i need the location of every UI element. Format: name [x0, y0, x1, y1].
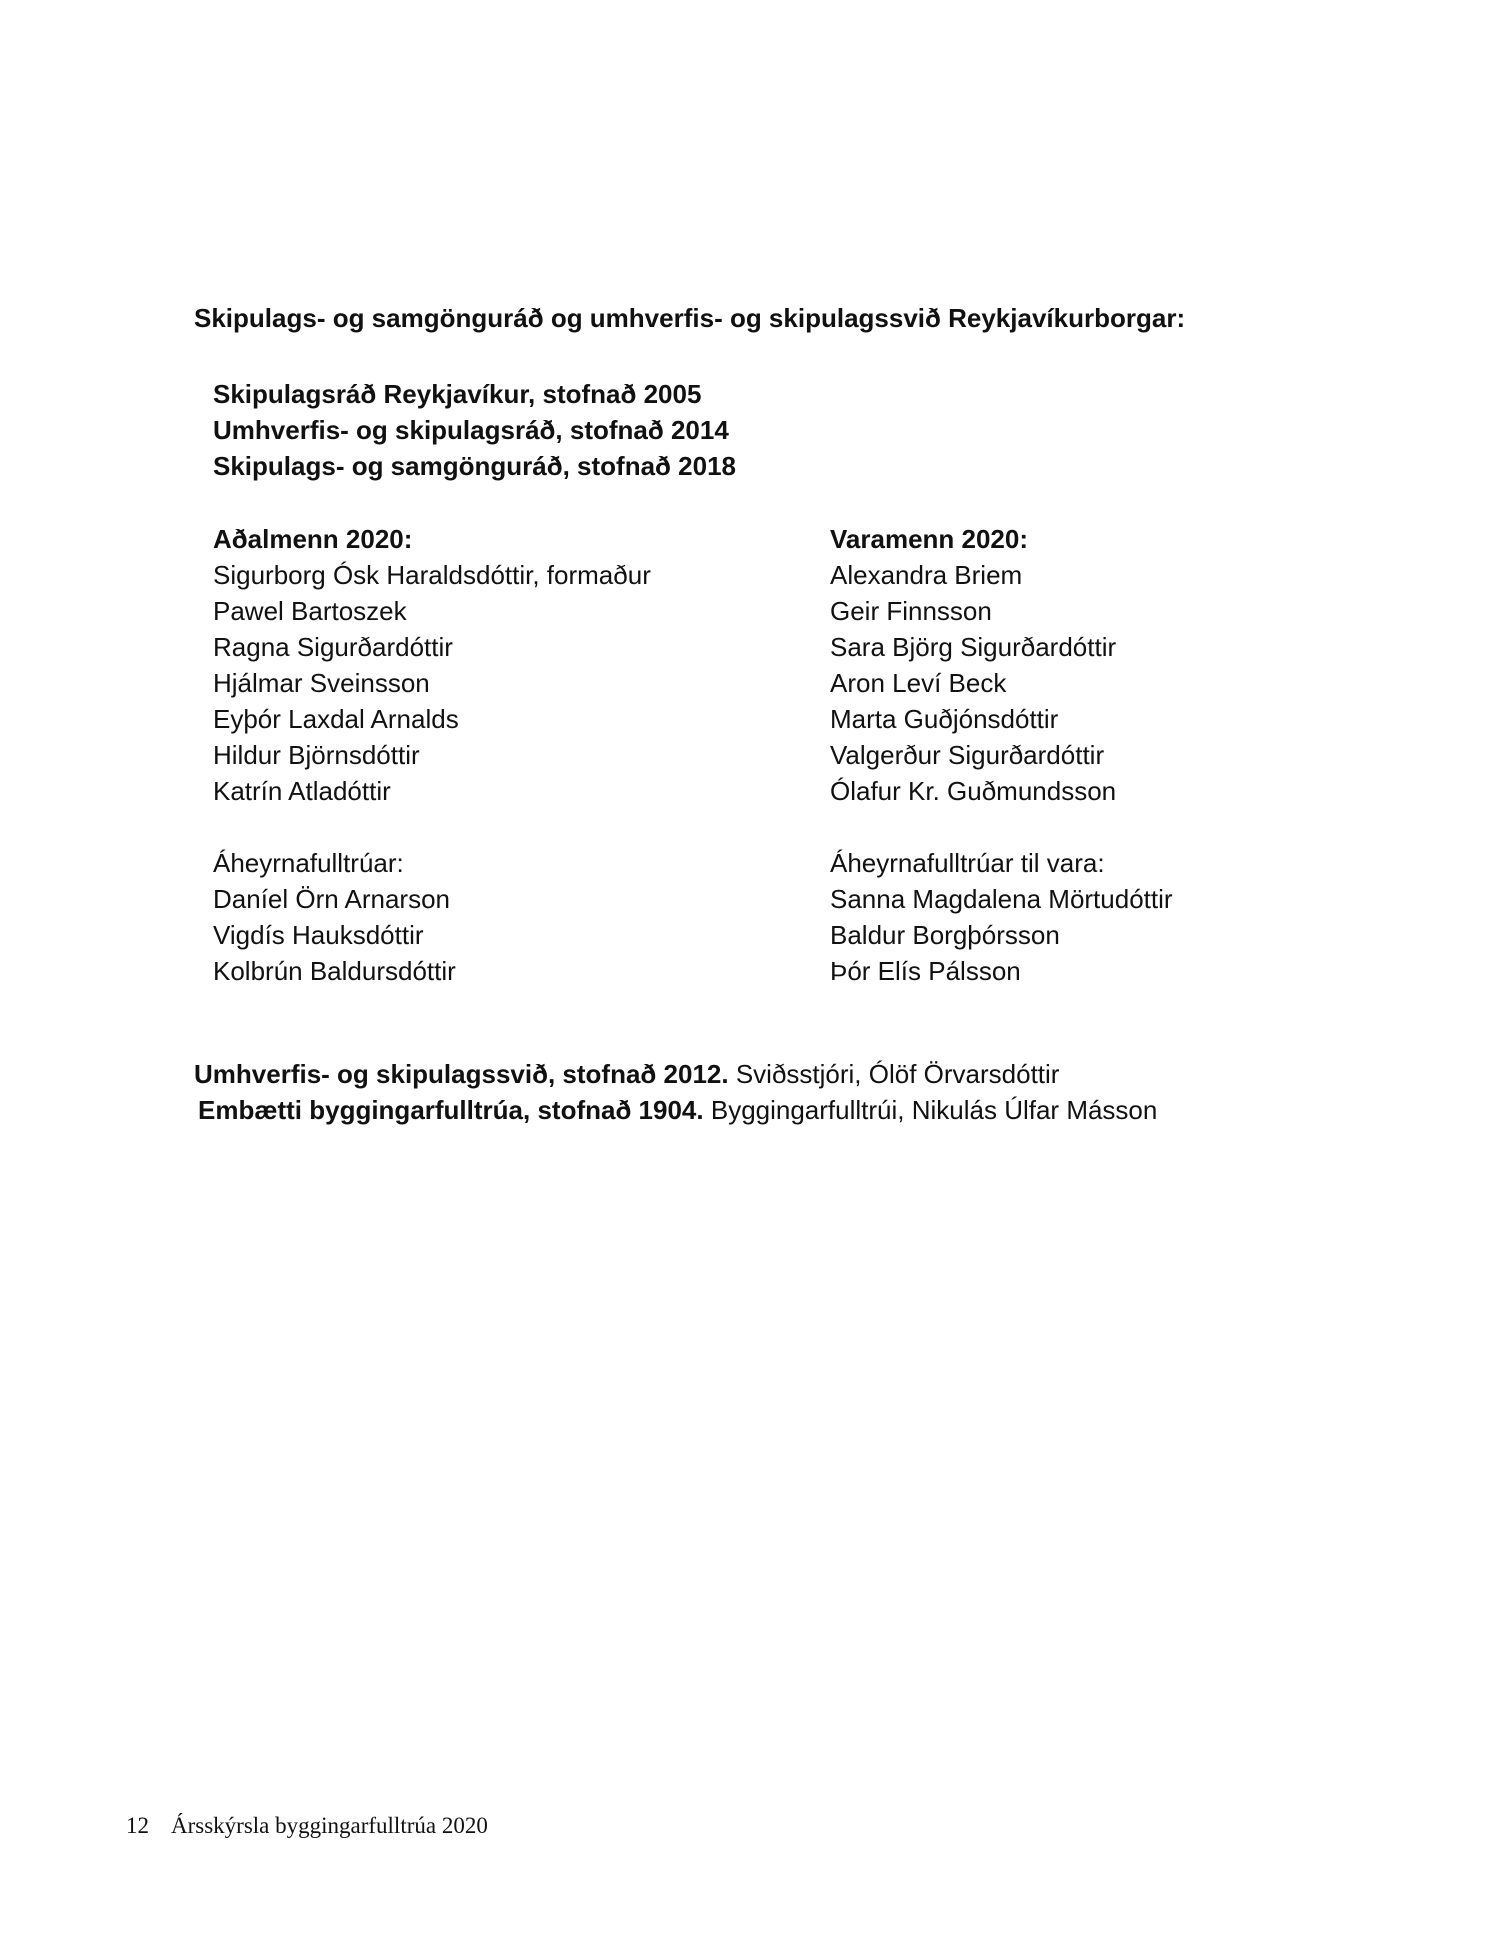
varamenn-column	[830, 521, 1173, 989]
member-name: Ragna Sigurðardóttir	[213, 632, 453, 662]
observers-title: Áheyrnafulltrúar:	[213, 848, 404, 878]
member-name: Pawel Bartoszek	[213, 596, 407, 626]
observers-list	[213, 881, 651, 989]
spacer	[213, 809, 651, 845]
observer-name: Kolbrún Baldursdóttir	[213, 956, 456, 986]
member-name: Hildur Björnsdóttir	[213, 740, 420, 770]
founded-line: Skipulags- og samgönguráð, stofnað 2018	[213, 451, 736, 481]
department-line	[194, 1059, 1059, 1090]
observer-name: Vigdís Hauksdóttir	[213, 920, 424, 950]
member-name: Geir Finnsson	[830, 596, 992, 626]
page-number: 12	[126, 1813, 149, 1838]
aðalmenn-list	[213, 557, 651, 809]
department-head: Byggingarfulltrúi, Nikulás Úlfar Másson	[703, 1095, 1158, 1125]
member-name: Hjálmar Sveinsson	[213, 668, 430, 698]
member-name: Aron Leví Beck	[830, 668, 1007, 698]
page-footer	[126, 1813, 488, 1839]
department-head: Sviðsstjóri, Ólöf Örvarsdóttir	[728, 1059, 1060, 1089]
department-name: Umhverfis- og skipulagssvið, stofnað 2012.	[194, 1059, 729, 1089]
member-name: Katrín Atladóttir	[213, 776, 391, 806]
observer-name: Þór Elís Pálsson	[830, 956, 1021, 986]
substitute-observers-list	[830, 881, 1173, 989]
department-name: Embætti byggingarfulltrúa, stofnað 1904.	[198, 1095, 704, 1125]
founded-list	[213, 376, 736, 484]
observer-name: Sanna Magdalena Mörtudóttir	[830, 884, 1173, 914]
spacer	[830, 809, 1173, 845]
department-line	[198, 1095, 1157, 1126]
member-name: Valgerður Sigurðardóttir	[830, 740, 1105, 770]
member-name: Sigurborg Ósk Haraldsdóttir, formaður	[213, 560, 651, 590]
substitute-observers-title: Áheyrnafulltrúar til vara:	[830, 848, 1105, 878]
founded-line: Umhverfis- og skipulagsráð, stofnað 2014	[213, 415, 729, 445]
aðalmenn-column	[213, 521, 651, 989]
section-heading: Skipulags- og samgönguráð og umhverfis- og skipulagssvið Reykjavíkurborgar:	[194, 303, 1186, 333]
observer-name: Daníel Örn Arnarson	[213, 884, 451, 914]
member-name: Alexandra Briem	[830, 560, 1023, 590]
varamenn-title: Varamenn 2020:	[830, 524, 1029, 554]
member-name: Ólafur Kr. Guðmundsson	[830, 776, 1117, 806]
founded-line: Skipulagsráð Reykjavíkur, stofnað 2005	[213, 379, 702, 409]
footer-title: Ársskýrsla byggingarfulltrúa 2020	[171, 1813, 488, 1838]
member-name: Eyþór Laxdal Arnalds	[213, 704, 459, 734]
member-name: Marta Guðjónsdóttir	[830, 704, 1059, 734]
varamenn-list	[830, 557, 1173, 809]
observer-name: Baldur Borgþórsson	[830, 920, 1060, 950]
aðalmenn-title: Aðalmenn 2020:	[213, 524, 413, 554]
member-name: Sara Björg Sigurðardóttir	[830, 632, 1117, 662]
